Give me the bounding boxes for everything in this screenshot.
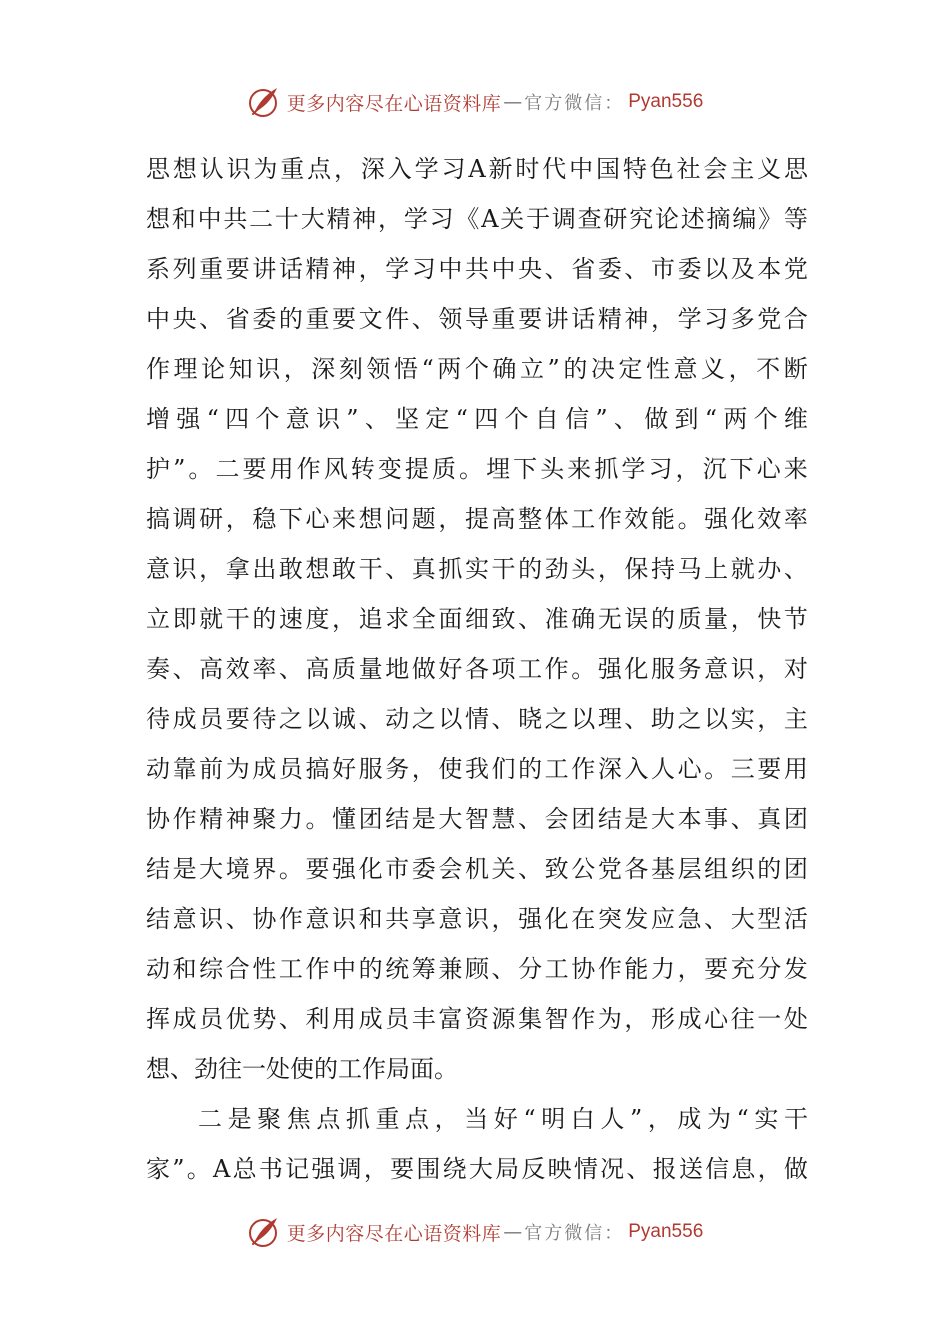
text-line: 家 ” 。 A 总 书 记 强 调 ， 要 围 绕 大 局 反 映 情 况 、 报 送 信 息 ， 做 bbox=[146, 1155, 808, 1183]
wechat-label: 官方微信： bbox=[524, 93, 625, 114]
text-line: 动 靠 前 为 成 员 搞 好 服 务 ， 使 我 们 的 工 作 深 入 人 心 。 三 要 用 bbox=[146, 755, 808, 783]
wechat-id: Pyan556 bbox=[628, 91, 704, 112]
text-line: 动 和 综 合 性 工 作 中 的 统 筹 兼 顾 、 分 工 协 作 能 力 ， 要 充 分 发 bbox=[146, 955, 808, 983]
wechat-label: 官方微信： bbox=[524, 1223, 625, 1244]
separator: — bbox=[503, 1221, 523, 1243]
text-line: 奏 、 高 效 率 、 高 质 量 地 做 好 各 项 工 作 。 强 化 服 务 意 识 ， 对 bbox=[146, 655, 808, 683]
text-line: 增 强 “ 四 个 意 识 ” 、 坚 定 “ 四 个 自 信 ” 、 做 到 “ 两 个 维 bbox=[146, 405, 808, 433]
text-line: 想、劲往一处使的工作局面。 bbox=[146, 1055, 458, 1083]
site-name: 更多内容尽在心语资料库 bbox=[286, 1222, 502, 1245]
text-line: 待 成 员 要 待 之 以 诚 、 动 之 以 情 、 晓 之 以 理 、 助 之 以 实 ， 主 bbox=[146, 705, 808, 733]
text-line: 思 想 认 识 为 重 点 ， 深 入 学 习 A 新 时 代 中 国 特 色 社 会 主 义 思 bbox=[146, 155, 808, 183]
quill-pen-logo-icon bbox=[247, 85, 281, 119]
text-line: 护 ” 。 二 要 用 作 风 转 变 提 质 。 埋 下 头 来 抓 学 习 ， 沉 下 心 来 bbox=[146, 455, 808, 483]
text-line: 中 央 、 省 委 的 重 要 文 件 、 领 导 重 要 讲 话 精 神 ， 学 习 多 党 合 bbox=[146, 305, 808, 333]
text-line: 作 理 论 知 识 ， 深 刻 领 悟 “ 两 个 确 立 ” 的 决 定 性 意 义 ， 不 断 bbox=[146, 355, 808, 383]
text-line: 系 列 重 要 讲 话 精 神 ， 学 习 中 共 中 央 、 省 委 、 市 委 以 及 本 党 bbox=[146, 255, 808, 283]
document-body bbox=[146, 144, 808, 1194]
footer-banner bbox=[0, 1212, 950, 1252]
text-line: 二 是 聚 焦 点 抓 重 点 ， 当 好 “ 明 白 人 ” ， 成 为 “ 实 干 bbox=[198, 1105, 808, 1133]
text-line: 结 是 大 境 界 。 要 强 化 市 委 会 机 关 、 致 公 党 各 基 层 组 织 的 团 bbox=[146, 855, 808, 883]
separator: — bbox=[503, 91, 523, 113]
text-line: 立 即 就 干 的 速 度 ， 追 求 全 面 细 致 、 准 确 无 误 的 质 量 ， 快 节 bbox=[146, 605, 808, 633]
text-line: 意 识 ， 拿 出 敢 想 敢 干 、 真 抓 实 干 的 劲 头 ， 保 持 马 上 就 办 、 bbox=[146, 555, 808, 583]
text-line: 挥 成 员 优 势 、 利 用 成 员 丰 富 资 源 集 智 作 为 ， 形 成 心 往 一 处 bbox=[146, 1005, 808, 1033]
quill-pen-logo-icon bbox=[247, 1215, 281, 1249]
header-banner bbox=[0, 82, 950, 122]
text-line: 搞 调 研 ， 稳 下 心 来 想 问 题 ， 提 高 整 体 工 作 效 能 。 强 化 效 率 bbox=[146, 505, 808, 533]
text-line: 结 意 识 、 协 作 意 识 和 共 享 意 识 ， 强 化 在 突 发 应 急 、 大 型 活 bbox=[146, 905, 808, 933]
text-line: 协 作 精 神 聚 力 。 懂 团 结 是 大 智 慧 、 会 团 结 是 大 本 事 、 真 团 bbox=[146, 805, 808, 833]
wechat-id: Pyan556 bbox=[628, 1221, 704, 1242]
text-line: 想 和 中 共 二 十 大 精 神 ， 学 习 《 A 关 于 调 查 研 究 论 述 摘 编 》 等 bbox=[146, 205, 808, 233]
site-name: 更多内容尽在心语资料库 bbox=[286, 92, 502, 115]
